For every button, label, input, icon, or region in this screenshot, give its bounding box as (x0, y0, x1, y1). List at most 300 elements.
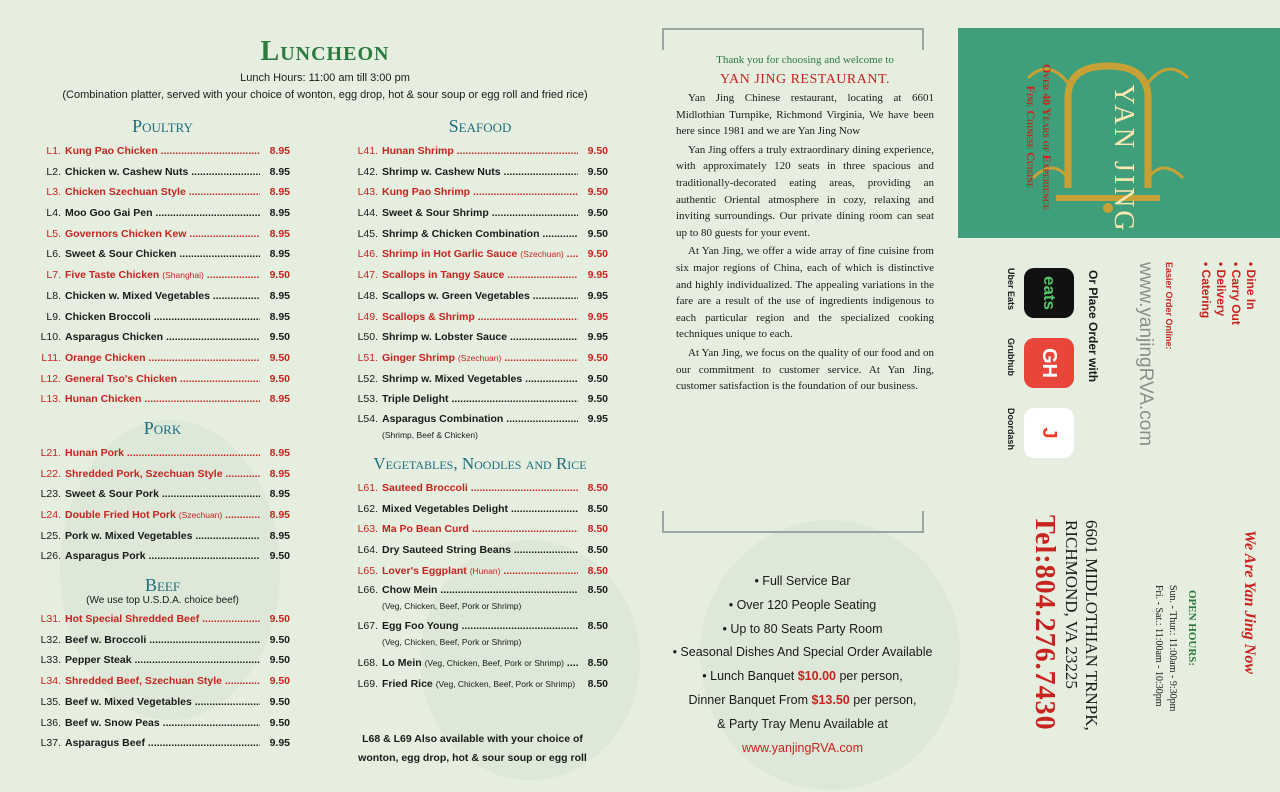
item-name-text: Double Fried Hot Pork (65, 509, 176, 521)
telephone[interactable]: Tel:804.276.7430 (1029, 515, 1060, 731)
open-hours-label: OPEN HOURS: (1186, 590, 1198, 667)
item-name (382, 348, 578, 369)
menu-item (35, 650, 290, 671)
item-code: L42. (357, 165, 378, 178)
menu-item (352, 244, 608, 265)
item-name-text: Orange Chicken (65, 351, 146, 364)
menu-item (352, 265, 608, 286)
item-code: L10. (40, 331, 61, 344)
item-code: L3. (46, 186, 61, 199)
item-name (382, 369, 578, 390)
item-name (65, 505, 260, 526)
item-price: 9.50 (269, 654, 290, 667)
item-name (65, 286, 260, 307)
item-name (382, 244, 578, 265)
right-menu-column (352, 114, 608, 695)
app-icon-glyph: GH (1038, 348, 1061, 378)
item-price: 8.95 (269, 289, 290, 302)
feature-item: • Over 120 People Seating (728, 597, 877, 612)
item-price: 8.95 (269, 467, 290, 480)
website-vertical[interactable]: www.yanjingRVA.com (1135, 262, 1156, 447)
menu-item (352, 348, 608, 369)
menu-item (352, 653, 608, 674)
item-name (65, 182, 260, 203)
item-name-text: Chicken Szechuan Style (65, 186, 186, 199)
item-name (382, 182, 578, 203)
item-price: 9.95 (587, 289, 608, 302)
item-name (382, 478, 578, 499)
item-name (65, 389, 260, 410)
item-code: L24. (40, 509, 61, 521)
item-name-text: Dry Sauteed String Beans (382, 544, 511, 556)
item-name-text: Shrimp in Hot Garlic Sauce (382, 248, 518, 261)
item-code: L63. (357, 523, 378, 536)
item-name-text: Triple Delight (382, 393, 449, 406)
menu-item (35, 484, 290, 505)
menu-item (352, 369, 608, 390)
item-name-text: Sauteed Broccoli (382, 481, 468, 494)
item-code: L43. (357, 186, 378, 199)
item-name (65, 526, 260, 547)
app-label: Grubhub (1006, 338, 1016, 376)
grubhub-icon[interactable] (1024, 338, 1074, 388)
menu-item (352, 307, 608, 328)
item-price: 9.50 (269, 613, 290, 626)
item-name (382, 561, 578, 582)
menu-item (352, 286, 608, 307)
item-name (65, 443, 260, 464)
pork-list (35, 443, 290, 567)
item-name-text: Shrimp w. Mixed Vegetables (382, 372, 523, 385)
item-price: 8.50 (587, 523, 608, 536)
item-name (65, 307, 260, 328)
lunch-hours: Lunch Hours: 11:00 am till 3:00 pm (240, 72, 410, 84)
item-price: 9.50 (587, 227, 608, 240)
item-name-text: Hunan Pork (65, 446, 124, 459)
luncheon-title: Luncheon (260, 36, 390, 67)
menu-item (35, 265, 290, 286)
item-note: (Veg, Chicken, Beef, Pork or Shrimp) (424, 658, 564, 669)
combination-note: (Combination platter, served with your choice of wonton, egg drop, hot & sour soup or egg roll and fried rice) (62, 89, 588, 101)
menu-item (352, 203, 608, 224)
item-price: 9.50 (269, 351, 290, 364)
item-price: 9.95 (587, 310, 608, 323)
item-code: L62. (357, 502, 378, 515)
item-code: L34. (40, 675, 61, 688)
item-name (65, 224, 260, 245)
item-code: L37. (40, 737, 61, 750)
menu-item (352, 141, 608, 162)
welcome-paragraph: Yan Jing Chinese restaurant, locating at 6601 Midlothian Turnpike, Richmond Virginia, We have been here since 1981 and we are Yan Jing Now (676, 92, 934, 138)
item-name-text: Chicken w. Cashew Nuts (65, 165, 189, 178)
item-name (382, 224, 578, 245)
item-price: 9.50 (269, 269, 290, 282)
item-name (65, 244, 260, 265)
item-price: 8.50 (587, 678, 608, 691)
item-name-text: Mixed Vegetables Delight (382, 502, 509, 515)
menu-item (35, 505, 290, 526)
item-code: L50. (357, 331, 378, 344)
menu-item: L54. Asparagus Combination ..... 9.95 (Shrimp, Beef & Chicken) (352, 410, 608, 446)
item-price: 8.95 (269, 446, 290, 459)
menu-item (35, 162, 290, 183)
features-list (660, 570, 945, 760)
item-price: 9.50 (269, 695, 290, 708)
item-code: L53. (357, 393, 378, 406)
item-code: L23. (40, 488, 61, 501)
item-name-text: Shrimp w. Lobster Sauce (382, 331, 508, 344)
menu-item (35, 733, 290, 754)
item-name (382, 265, 578, 286)
item-price: 9.95 (269, 737, 290, 750)
item-code: L1. (46, 145, 61, 157)
services-list: • Dine In • Carry Out • Delivery • Catering (1199, 262, 1258, 325)
item-price: 8.50 (587, 481, 608, 494)
menu-item (35, 609, 290, 630)
item-price: 8.95 (269, 207, 290, 220)
veg-heading: Vegetables, Noodles and Rice (373, 453, 587, 473)
feature-item: • Full Service Bar (754, 574, 851, 588)
menu-item (35, 286, 290, 307)
seafood-list (352, 141, 608, 410)
menu-item (35, 671, 290, 692)
item-name-text: Chicken Broccoli (65, 310, 151, 323)
item-code: L45. (357, 227, 378, 240)
item-name (65, 692, 260, 713)
lunch-banquet-price: $10.00 (797, 669, 836, 684)
item-price: 9.50 (269, 633, 290, 646)
item-note: (Szechuan) (178, 510, 223, 520)
feature-item: Dinner Banquet From $13.50 per person, (688, 692, 917, 707)
item-name-text: Beef w. Broccoli (65, 633, 147, 646)
item-price: 9.50 (269, 550, 290, 563)
item-code: L12. (40, 372, 61, 385)
item-name-text: Sweet & Sour Chicken (65, 248, 177, 261)
seafood-heading: Seafood (448, 116, 512, 136)
dinner-banquet-price: $13.50 (811, 692, 850, 707)
info-panel (958, 0, 1280, 792)
experience-tagline: Over 40 Years of Experience (1040, 63, 1054, 210)
item-name (382, 162, 578, 183)
uber-eats-icon[interactable] (1024, 268, 1074, 318)
menu-item (35, 713, 290, 734)
menu-item (352, 674, 608, 695)
feature-item: • Seasonal Dishes And Special Order Available (672, 645, 933, 660)
item-price: 9.50 (269, 716, 290, 729)
item-name (65, 671, 260, 692)
menu-item (352, 389, 608, 410)
item-name (65, 464, 260, 485)
poultry-heading: Poultry (132, 116, 193, 136)
item-code: L47. (357, 269, 378, 282)
menu-item (352, 540, 608, 561)
item-code: L52. (357, 372, 378, 385)
item-name-text: Moo Goo Gai Pen (65, 207, 153, 220)
item-name-text: Kung Pao Shrimp (382, 186, 471, 199)
menu-item: L66. Chow Mein ..... 8.50 (Veg, Chicken, Beef, Pork or Shrimp) (352, 581, 608, 617)
item-code: L8. (46, 289, 61, 302)
item-name-text: General Tso's Chicken (65, 372, 178, 385)
item-code: L9. (46, 310, 61, 323)
open-hours: Sun. - Thur.: 11:00am - 9:30pm Fri. - Sat.: 11:00am - 10:30pm (1153, 585, 1178, 712)
menu-item (35, 307, 290, 328)
item-name (65, 162, 260, 183)
brand-name: YAN JING (1108, 84, 1139, 234)
item-name-text: Lo Mein (382, 657, 422, 670)
menu-item (35, 546, 290, 567)
item-price: 9.50 (587, 165, 608, 178)
item-name-text: Pork w. Mixed Vegetables (65, 529, 193, 542)
item-price: 8.95 (269, 165, 290, 178)
menu-item (35, 348, 290, 369)
menu-item (35, 692, 290, 713)
menu-item: L67. Egg Foo Young ..... 8.50 (Veg, Chicken, Beef, Pork or Shrimp) (352, 617, 608, 653)
menu-item (352, 162, 608, 183)
menu-item (35, 443, 290, 464)
veg-list (352, 478, 608, 581)
item-code: L26. (40, 550, 61, 563)
item-code: L11. (41, 351, 61, 364)
welcome-paragraph: Yan Jing offers a truly extraordinary dining experience, with approximately 120 seats in three spacious and traditionally-decorated eating areas, providing an authentic Oriental atmosphere in cozy, relaxing and inviting surroundings. Our private dining room can seat up to 80 guests for your event. (676, 143, 934, 239)
item-name (382, 203, 578, 224)
item-name-text: Asparagus Beef (65, 737, 145, 750)
item-name-text: Ma Po Bean Curd (382, 523, 469, 536)
item-note: (Veg, Chicken, Beef, Pork or Shrimp) (435, 679, 576, 690)
item-code: L36. (40, 716, 61, 729)
veg-list-b (352, 653, 608, 694)
item-name (382, 327, 578, 348)
item-name-text: Beef w. Snow Peas (65, 716, 160, 729)
website-link[interactable]: www.yanjingRVA.com (741, 740, 864, 755)
item-name (382, 286, 578, 307)
item-price: 9.50 (587, 207, 608, 220)
restaurant-name: YAN JING RESTAURANT. (719, 72, 890, 87)
menu-item (352, 327, 608, 348)
item-price: 8.95 (269, 310, 290, 323)
menu-item (35, 141, 290, 162)
doordash-icon[interactable] (1024, 408, 1074, 458)
item-name (65, 348, 260, 369)
beef-heading: Beef (144, 575, 181, 596)
item-price: 8.95 (269, 227, 290, 240)
feature-item: • Up to 80 Seats Party Room (722, 621, 883, 636)
item-name (65, 630, 260, 651)
item-name-text: Five Taste Chicken (65, 269, 160, 282)
pork-heading: Pork (143, 417, 182, 438)
app-label: Uber Eats (1006, 268, 1016, 311)
item-name (65, 369, 260, 390)
item-code: L33. (40, 654, 61, 667)
menu-item (35, 630, 290, 651)
item-code: L46. (357, 248, 378, 261)
item-price: 8.50 (587, 564, 608, 577)
item-name (65, 203, 260, 224)
menu-item (35, 244, 290, 265)
item-name (65, 650, 260, 671)
item-price: 9.95 (587, 331, 608, 344)
menu-item (352, 182, 608, 203)
app-icon-glyph: J (1038, 427, 1061, 439)
item-name-text: Scallops in Tangy Sauce (382, 269, 505, 282)
item-name-text: Shredded Pork, Szechuan Style (65, 467, 223, 480)
menu-item (352, 478, 608, 499)
item-name (382, 519, 578, 540)
item-name-text: Fried Rice (382, 678, 433, 691)
item-price: 9.50 (269, 372, 290, 385)
item-name (382, 540, 578, 561)
item-name (382, 307, 578, 328)
item-price: 8.95 (269, 393, 290, 406)
app-label: Doordash (1006, 408, 1016, 451)
beef-note: (We use top U.S.D.A. choice beef) (86, 595, 239, 607)
item-name (382, 653, 578, 674)
menu-item (35, 464, 290, 485)
item-price: 8.95 (269, 248, 290, 261)
item-name-text: Hunan Chicken (65, 393, 142, 406)
welcome-paragraph: At Yan Jing, we focus on the quality of our food and on our commitment to customer service. At Yan Jing, customer satisfaction is the foundation of our business. (676, 346, 934, 393)
item-name-text: Kung Pao Chicken (65, 145, 158, 157)
item-code: L69. (357, 678, 378, 691)
item-name-text: Pepper Steak (65, 654, 132, 667)
item-code: L35. (40, 695, 61, 708)
item-price: 8.95 (269, 145, 290, 157)
welcome-panel (660, 0, 955, 792)
menu-item (35, 389, 290, 410)
item-code: L6. (46, 248, 61, 261)
item-name (382, 141, 578, 162)
order-with-label: Or Place Order with (1086, 270, 1100, 383)
item-code: L2. (46, 165, 61, 178)
item-name-text: Hunan Shrimp (382, 145, 454, 157)
item-code: L13. (40, 393, 61, 406)
item-name-text: Scallops w. Green Vegetables (382, 289, 530, 302)
item-name-text: Governors Chicken Kew (65, 227, 187, 240)
item-price: 8.50 (587, 502, 608, 515)
item-name (382, 499, 578, 520)
menu-item (352, 224, 608, 245)
item-name (65, 141, 260, 162)
beef-list (35, 609, 290, 754)
item-code: L65. (357, 564, 378, 577)
item-price: 8.95 (269, 509, 290, 521)
item-price: 8.50 (587, 657, 608, 670)
item-code: L49. (357, 310, 378, 323)
item-code: L48. (357, 289, 378, 302)
left-menu-column (35, 114, 290, 754)
item-price: 9.50 (587, 351, 608, 364)
item-code: L22. (40, 467, 61, 480)
item-price: 9.50 (587, 186, 608, 199)
item-name-text: Asparagus Pork (65, 550, 146, 563)
item-code: L61. (357, 481, 378, 494)
item-name-text: Hot Special Shredded Beef (65, 613, 200, 626)
item-code: L5. (46, 227, 61, 240)
item-price: 8.95 (269, 186, 290, 199)
item-code: L4. (46, 207, 61, 220)
easier-order-label: Easier Order Online: (1164, 262, 1174, 350)
item-name-text: Asparagus Chicken (65, 331, 164, 344)
item-name-text: Shrimp & Chicken Combination (382, 227, 540, 240)
welcome-line: Thank you for choosing and welcome to (716, 54, 894, 66)
item-name-text: Chicken w. Mixed Vegetables (65, 289, 210, 302)
address: 6601 MIDLOTHIAN TRNPK, RICHMOND, VA 23225 (1062, 520, 1101, 731)
item-code: L64. (357, 544, 378, 556)
item-note: (Shanghai) (162, 270, 204, 281)
item-name (65, 484, 260, 505)
item-price: 9.50 (587, 393, 608, 406)
item-name (65, 265, 260, 286)
item-note: (Szechuan) (520, 249, 564, 260)
item-name-text: Scallops & Shrimp (382, 310, 475, 323)
item-name-text: Beef w. Mixed Vegetables (65, 695, 192, 708)
item-price: 9.50 (587, 372, 608, 385)
item-code: L7. (46, 269, 61, 282)
item-name-text: Lover's Eggplant (382, 564, 467, 577)
menu-item (352, 561, 608, 582)
item-price: 9.50 (587, 145, 608, 157)
item-price: 9.50 (269, 331, 290, 344)
item-code: L44. (357, 207, 378, 220)
item-name (65, 546, 260, 567)
item-name (65, 733, 260, 754)
item-code: L25. (40, 529, 61, 542)
item-note: (Hunan) (469, 565, 501, 576)
item-price: 9.50 (587, 248, 608, 261)
item-name (65, 713, 260, 734)
menu-item (35, 526, 290, 547)
welcome-box (670, 28, 940, 533)
item-code: L51. (357, 351, 378, 364)
welcome-paragraph: At Yan Jing, we offer a wide array of fine cuisine from six major regions of China, each of which is distinctive and highly individualized. The appealing variations in the fare are a result of the use of ingredients indigenous to each particular region and the specialized cooking techniques unique to each. (676, 245, 934, 341)
item-code: L32. (40, 633, 61, 646)
item-code: L21. (40, 446, 61, 459)
menu-item (35, 182, 290, 203)
item-price: 8.50 (587, 544, 608, 556)
item-name-text: Sweet & Sour Shrimp (382, 207, 489, 220)
feature-item: & Party Tray Menu Available at (717, 716, 888, 731)
menu-item (35, 224, 290, 245)
feature-item: • Lunch Banquet $10.00 per person, (702, 669, 903, 684)
menu-item (352, 519, 608, 540)
item-price: 9.50 (269, 675, 290, 688)
item-price: 9.95 (587, 269, 608, 282)
menu-item (35, 203, 290, 224)
cuisine-tagline: Fine Chinese Cuisine (1024, 85, 1038, 189)
menu-item (352, 499, 608, 520)
item-name (382, 674, 578, 695)
item-name-text: Ginger Shrimp (382, 351, 455, 364)
footnote: L68 & L69 Also available with your choice of wonton, egg drop, hot & sour soup or egg roll (358, 733, 587, 764)
item-name (65, 609, 260, 630)
item-name (65, 327, 260, 348)
app-icon-glyph: eats (1040, 275, 1059, 311)
item-price: 8.95 (269, 529, 290, 542)
item-name-text: Shrimp w. Cashew Nuts (382, 165, 501, 178)
poultry-list (35, 141, 290, 410)
item-note: (Szechuan) (457, 352, 502, 363)
item-price: 8.95 (269, 488, 290, 501)
menu-item (35, 369, 290, 390)
item-code: L68. (357, 657, 378, 670)
item-name-text: Sweet & Sour Pork (65, 488, 159, 501)
menu-item (35, 327, 290, 348)
item-code: L41. (357, 145, 378, 157)
item-name-text: Shredded Beef, Szechuan Style (65, 675, 222, 688)
logo-panel (958, 28, 1280, 238)
slogan: We Are Yan Jing Now (1241, 530, 1258, 675)
item-name (382, 389, 578, 410)
item-code: L31. (40, 613, 61, 626)
